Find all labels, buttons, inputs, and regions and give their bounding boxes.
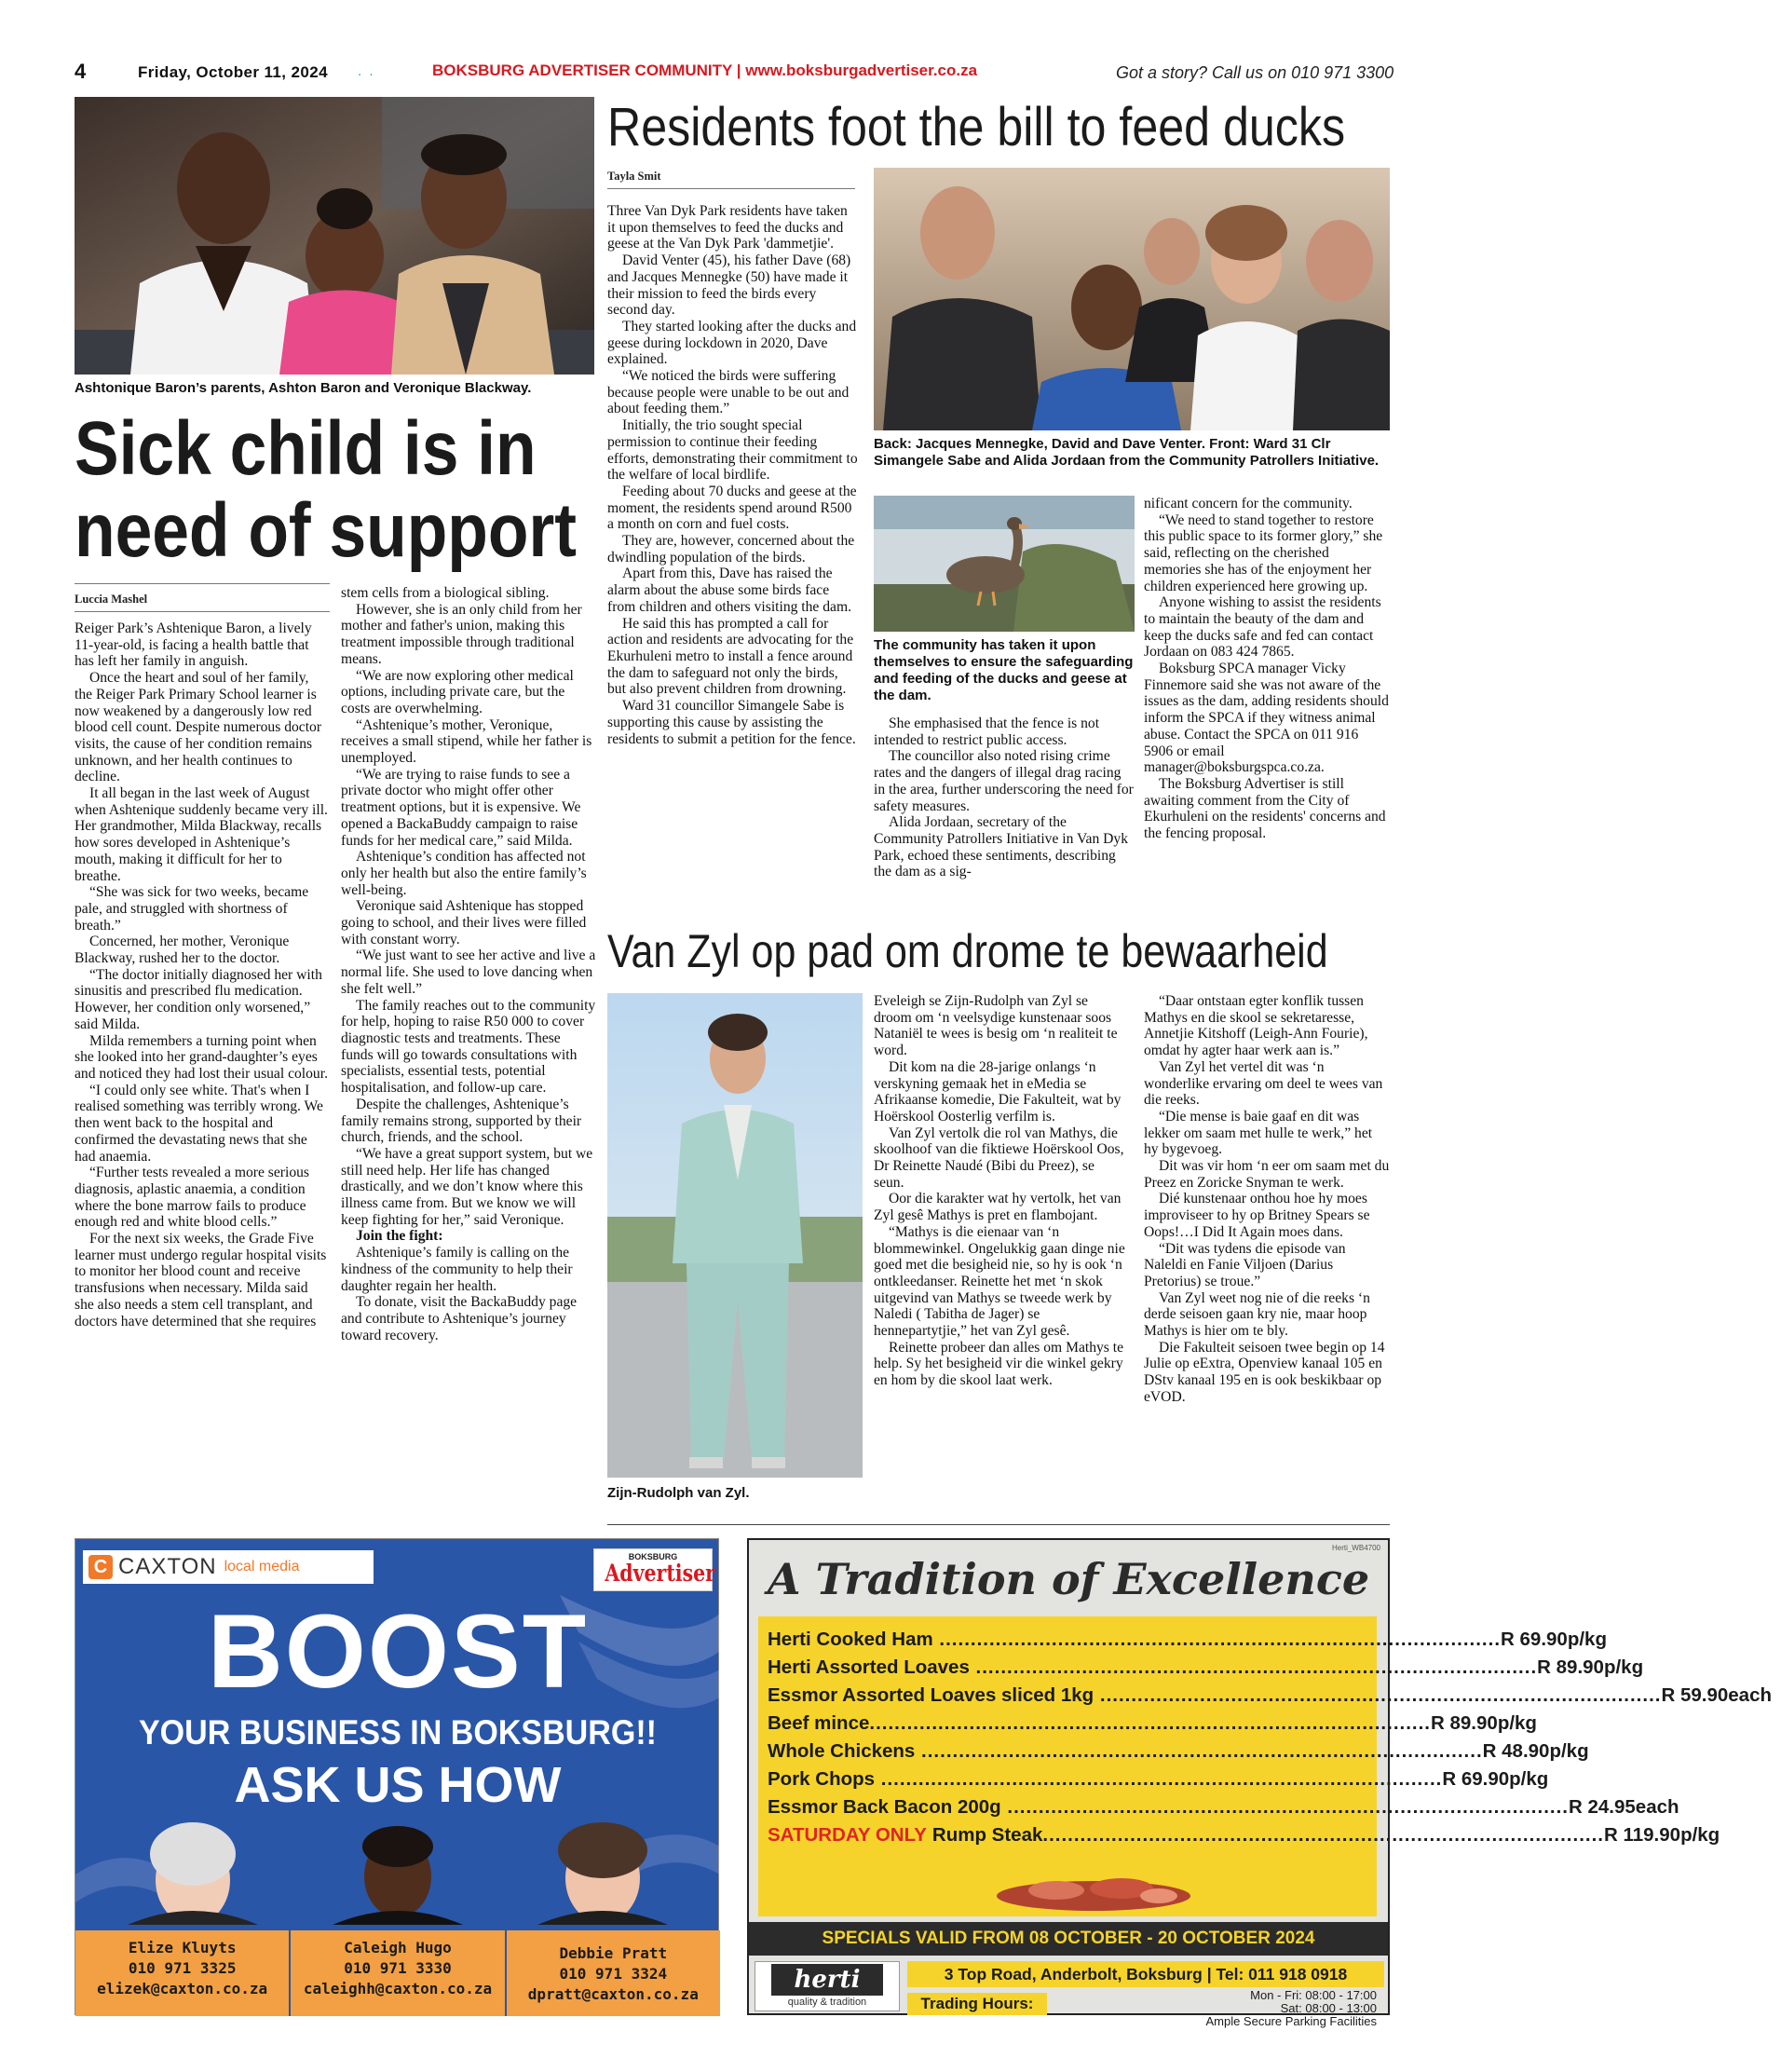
residents-photo-image: [874, 168, 1390, 430]
price-row: [768, 1738, 1589, 1765]
paragraph: Oor die karakter wat hy vertolk, het van Zyl gesê Mathys is pret en flambojant.: [874, 1191, 1122, 1224]
herti-address: 3 Top Road, Anderbolt, Boksburg | Tel: 011 918 0918: [907, 1961, 1384, 1987]
sick-child-headline-line1: Sick child is in: [75, 406, 537, 491]
paragraph: Van Zyl weet nog nie of die reeks ‘n derde seisoen gaan kry nie, maar hoop Mathys is hier om te bly.: [1144, 1289, 1370, 1340]
paragraph: Alida Jordaan, secretary of the Community Patrollers Initiative in Van Dyk Park, echoed these sentiments, describing the dam as a sig-: [874, 814, 1129, 880]
paragraph: Anyone wishing to assist the residents to maintain the beauty of the dam and keep the ducks safe and fed can contact Jordaan on 083 424 7865.: [1144, 594, 1381, 661]
item-price: R 69.90: [1501, 1629, 1568, 1650]
vanzyl-column-1: [874, 993, 1125, 1389]
ducks-column-2: [874, 716, 1135, 880]
paragraph: Van Zyl het vertel dit was ‘n wonderlike ervaring om deel te wees van die reeks.: [1144, 1058, 1383, 1109]
leader-dots: ..........................................................................................: [915, 1740, 1483, 1762]
contact-name: Elize Kluyts: [128, 1939, 237, 1956]
herti-logo-mark: herti: [771, 1964, 883, 1996]
ducks-column-3: [1144, 496, 1390, 842]
contact-email[interactable]: dpratt@caxton.co.za: [527, 1985, 699, 2003]
item-unit: p/kg: [1603, 1656, 1644, 1678]
ad-reference: Herti_WB4700: [1331, 1544, 1380, 1552]
contact-phone[interactable]: 010 971 3330: [344, 1959, 452, 1977]
specials-valid-banner: SPECIALS VALID FROM 08 OCTOBER - 20 OCTOBER 2024: [749, 1922, 1388, 1956]
paragraph: Reiger Park’s Ashtenique Baron, a lively 11-year-old, is facing a health battle that has left her family in anguish.: [75, 620, 312, 670]
sick-child-headline-line2: need of support: [75, 488, 577, 573]
leader-dots: ..........................................................................................: [1000, 1796, 1569, 1818]
paragraph: “The doctor initially diagnosed her with sinusitis and prescribed flu medication. However, her condition only worsened,” said Milda.: [75, 966, 322, 1032]
vanzyl-photo: [607, 993, 863, 1478]
leader-dots: ..........................................................................................: [969, 1656, 1538, 1678]
contact-card: [75, 1930, 289, 2016]
item-name: Rump Steak: [931, 1824, 1043, 1846]
paragraph: Dit kom na die 28-jarige onlangs ‘n verskyning gemaak het in eMedia se Afrikaanse komedie, Die Fakulteit, wat by Hoërskool Oosterlig verfilm is.: [874, 1058, 1122, 1125]
trading-hours-label: Trading Hours:: [907, 1993, 1047, 2015]
item-price: R 89.90: [1537, 1656, 1604, 1678]
paragraph: For the next six weeks, the Grade Five learner must undergo regular hospital visits to monitor her blood count and receive transfusions when necessary. Milda said she also needs a stem cell transplant, and doctors have determined that she requires: [75, 1231, 327, 1329]
herti-tagline: quality & tradition: [787, 1997, 867, 2008]
item-price: R 69.90: [1442, 1768, 1510, 1790]
paragraph: However, she is an only child from her mother and father's union, making this treatment impossible through traditional means.: [341, 601, 582, 667]
leader-dots: ..........................................................................................: [1094, 1684, 1662, 1706]
herti-logo: [755, 1961, 900, 2011]
item-unit: p/kg: [1680, 1824, 1720, 1846]
paragraph: “Further tests revealed a more serious diagnosis, aplastic anaemia, a condition where the bone marrow fails to produce enough red and white blood cells.”: [75, 1165, 309, 1231]
paragraph: “Die mense is baie gaaf en dit was lekker om saam met hulle te werk,” het hy bygevoeg.: [1144, 1108, 1373, 1158]
paragraph: “Dit was tydens die episode van Naleldi en Fanie Viljoen (Darius Pretorius) se troue.”: [1144, 1240, 1346, 1289]
contact-card: [507, 1930, 720, 2016]
leader-dots: ..........................................................................................: [875, 1768, 1443, 1790]
item-unit: p/kg: [1567, 1629, 1607, 1650]
paragraph: Ashtenique’s condition has affected not only her health but also the entire family’s well-being.: [341, 849, 587, 898]
paragraph: “Mathys is die eienaar van ‘n blommewinkel. Ongelukkig gaan dinge nie goed met die besigheid nie, so hy is ook ‘n ontkleedanser. Reinette het met ‘n skok uitgevind van Mathys se tweede werk by Naledi ( Tabitha de Jager) se hennepartytjie,” het van Zyl gesê.: [874, 1223, 1125, 1340]
paragraph: “We need to stand together to restore this public space to its former glory,” she said, reflecting on the cherished memories she has of the enjoyment her children experienced here growing up.: [1144, 511, 1383, 594]
boost-headline: BOOST: [207, 1593, 589, 1710]
paragraph: “Ashtenique’s mother, Veronique, receives a small stipend, while her father is unemployed.: [341, 716, 592, 767]
contact-name: Caleigh Hugo: [344, 1939, 452, 1956]
leader-dots: ..........................................................................................: [869, 1712, 1431, 1734]
ducks-byline: Tayla Smit: [607, 170, 661, 183]
paragraph: “We are now exploring other medical options, including private care, but the costs are overwhelming.: [341, 667, 574, 716]
residents-photo-caption: Back: Jacques Mennegke, David and Dave Venter. Front: Ward 31 Clr Simangele Sabe and Alida Jordaan from the Community Patrollers Initiative.: [874, 436, 1380, 469]
paragraph: David Venter (45), his father Dave (68) and Jacques Mennegke (50) have made it their mission to feed the birds every second day.: [607, 252, 851, 319]
paragraph: Apart from this, Dave has raised the alarm about the abuse some birds face from children and others visiting the dam.: [607, 566, 852, 615]
debbie-portrait: [519, 1822, 687, 1925]
item-name: Essmor Back Bacon 200g: [768, 1796, 1001, 1818]
item-unit: p/kg: [1509, 1768, 1549, 1790]
price-row: [768, 1793, 1679, 1821]
family-photo-caption: Ashtonique Baron’s parents, Ashton Baron and Veronique Blackway.: [75, 380, 532, 396]
contact-phone[interactable]: 010 971 3325: [128, 1959, 237, 1977]
story-line: Got a story? Call us on 010 971 3300: [1116, 63, 1394, 82]
header-dots: . .: [358, 63, 375, 79]
item-name: Herti Cooked Ham: [768, 1629, 933, 1650]
boost-ask-us: ASK US HOW: [234, 1757, 562, 1813]
caxton-c-icon: C: [88, 1555, 113, 1579]
meat-platter-image: [991, 1868, 1196, 1915]
elize-portrait: [109, 1822, 277, 1925]
paragraph: Veronique said Ashtenique has stopped going to school, and their lives were filled with constant worry.: [341, 898, 587, 947]
vanzyl-headline: Van Zyl op pad om drome te bewaarheid: [607, 925, 1328, 977]
sick-child-byline: Luccia Mashel: [75, 593, 148, 606]
paragraph: The Boksburg Advertiser is still awaiting comment from the City of Ekurhuleni on the residents' concerns and the fencing proposal.: [1144, 775, 1386, 842]
paragraph: Die Fakulteit seisoen twee begin op 14 Julie op eExtra, Openview kanaal 105 en DStv kanaal 195 en is ook beskikbaar op eVOD.: [1144, 1339, 1385, 1405]
advertiser-logo-big: Advertiser: [605, 1560, 715, 1587]
contact-name: Debbie Pratt: [559, 1944, 668, 1962]
price-row: [768, 1765, 1549, 1793]
item-name: Essmor Assorted Loaves sliced 1kg: [768, 1684, 1094, 1706]
contacts-strip: [75, 1930, 720, 2016]
paragraph: Milda remembers a turning point when she looked into her grand-daughter’s eyes and noticed they had lost their usual colour.: [75, 1032, 328, 1082]
paragraph: They are, however, concerned about the dwindling population of the birds.: [607, 533, 855, 566]
section-rule: [607, 1524, 1390, 1525]
goose-photo: [874, 496, 1135, 632]
paragraph: Despite the challenges, Ashtenique’s family remains strong, supported by their church, friends, and the school.: [341, 1096, 582, 1146]
hours-weekday: Mon - Fri: 08:00 - 17:00: [1250, 1988, 1377, 2002]
paragraph: stem cells from a biological sibling.: [341, 585, 550, 601]
paragraph: “I could only see white. That's when I realised something was terribly wrong. We then went back to the hospital and confirmed the devastating news that she had anaemia.: [75, 1082, 323, 1165]
paragraph: Once the heart and soul of her family, the Reiger Park Primary School learner is now weakened by a dangerously low red blood cell count. Despite numerous doctor visits, the cause of her condition remains unknown, and her health continues to decline.: [75, 670, 322, 785]
residents-photo: [874, 168, 1390, 430]
herti-title: A Tradition of Excellence: [767, 1554, 1370, 1604]
paragraph: Ward 31 councillor Simangele Sabe is supporting this cause by assisting the residents to submit a petition for the fence.: [607, 698, 856, 747]
item-unit: p/kg: [1497, 1712, 1537, 1734]
paragraph: She emphasised that the fence is not intended to restrict public access.: [874, 716, 1100, 748]
paragraph: “We have a great support system, but we still need help. Her life has changed drastically, and we don’t know where this illness came from. But we know we will keep fighting for her,” said Veronique.: [341, 1145, 593, 1228]
hours-saturday: Sat: 08:00 - 13:00: [1280, 2001, 1377, 2015]
paragraph: Eveleigh se Zijn-Rudolph van Zyl se droom om ‘n veelsydige kunstenaar soos Nataniël te wees is besig om ‘n realiteit te word.: [874, 993, 1118, 1059]
price-row: [768, 1654, 1644, 1682]
special-prefix: SATURDAY ONLY: [768, 1824, 927, 1846]
item-price: R 24.95: [1568, 1796, 1636, 1818]
ducks-headline: Residents foot the bill to feed ducks: [607, 97, 1346, 157]
paragraph: Boksburg SPCA manager Vicky Finnemore said she was not aware of the issues as the dam, adding residents should inform the SPCA if they witness animal abuse. Contact the SPCA on 011 916 5906 or email manager@boksburgspca.co.za.: [1144, 661, 1389, 776]
vanzyl-column-2: [1144, 993, 1390, 1406]
contact-email[interactable]: elizek@caxton.co.za: [97, 1980, 268, 1997]
item-name: Whole Chickens: [768, 1740, 916, 1762]
vanzyl-photo-caption: Zijn-Rudolph van Zyl.: [607, 1485, 750, 1501]
paragraph: They started looking after the ducks and geese during lockdown in 2020, Dave explained.: [607, 318, 857, 368]
ducks-column-1: [607, 203, 859, 747]
paragraph: “We noticed the birds were suffering because people were unable to be out and about feeding them.”: [607, 368, 850, 417]
paragraph: “She was sick for two weeks, became pale, and struggled with shortness of breath.”: [75, 884, 309, 934]
price-row: [768, 1710, 1537, 1738]
item-name: Herti Assorted Loaves: [768, 1656, 970, 1678]
paragraph: Initially, the trio sought special permission to continue their feeding efforts, demonstrating their commitment to the welfare of local birdlife.: [607, 417, 858, 484]
family-photo: [75, 97, 594, 375]
item-unit: each: [1728, 1684, 1773, 1706]
vanzyl-photo-image: [607, 993, 863, 1478]
contact-card: [291, 1930, 504, 2016]
advertiser-logo-small: BOKSBURG: [628, 1552, 678, 1561]
advertiser-logo: [593, 1548, 713, 1591]
paragraph: “Daar ontstaan egter konflik tussen Mathys en die skool se sekretaresse, Annetjie Kitshoff (Leigh-Ann Fourie), omdat hy agter haar werk aan is.”: [1144, 993, 1368, 1059]
caxton-brand-sub: local media: [224, 1559, 300, 1574]
paragraph: Ashtenique’s family is calling on the kindness of the community to help their daughter regain her health.: [341, 1245, 573, 1294]
paragraph: Van Zyl vertolk die rol van Mathys, die skoolhoof van die fiktiewe Hoërskool Oos, Dr Reinette Naudé (Bibi du Preez), se seun.: [874, 1125, 1124, 1191]
paragraph: “We just want to see her active and live a normal life. She used to love dancing when she felt well.”: [341, 947, 596, 997]
boost-subheadline: YOUR BUSINESS IN BOKSBURG!!: [138, 1713, 658, 1752]
paragraph: Reinette probeer dan alles om Mathys te help. Sy het besigheid vir die winkel gekry en hom by die skool laat werk.: [874, 1339, 1124, 1389]
paragraph: Dit was vir hom ‘n eer om saam met du Preez en Zoricke Snyman te werk.: [1144, 1158, 1390, 1191]
paper-name: BOKSBURG ADVERTISER COMMUNITY | www.boksburgadvertiser.co.za: [432, 61, 978, 79]
item-price: R 48.90: [1482, 1740, 1550, 1762]
goose-photo-image: [874, 496, 1135, 632]
paragraph: Dié kunstenaar onthou hoe hy moes improviseer to hy op Britney Spears se Oops!…I Did It Again moes dans.: [1144, 1191, 1370, 1240]
parking-note: Ample Secure Parking Facilities: [1205, 2014, 1377, 2028]
price-list: [758, 1616, 1773, 1916]
paragraph: Concerned, her mother, Veronique Blackway, rushed her to the doctor.: [75, 934, 290, 967]
contact-phone[interactable]: 010 971 3324: [559, 1965, 668, 1983]
trading-hours: [1056, 1989, 1384, 2028]
item-price: R 59.90: [1661, 1684, 1729, 1706]
paragraph: The family reaches out to the community for help, hoping to raise R50 000 to cover diagnostic tests and treatments. These funds will go towards consultations with specialists, essential tests, potential hospitalisation, and follow-up care.: [341, 997, 596, 1097]
boost-advert[interactable]: [75, 1538, 719, 2015]
leader-dots: ..........................................................................................: [1042, 1824, 1604, 1846]
item-unit: each: [1635, 1796, 1679, 1818]
item-name: Pork Chops: [768, 1768, 876, 1790]
caxton-logo: [83, 1550, 374, 1584]
paragraph: It all began in the last week of August when Ashtenique suddenly became very ill. Her grandmother, Milda Blackway, recalls how sores developed in Ashtenique’s mouth, making it difficult for her to breathe.: [75, 785, 328, 884]
caleigh-portrait: [314, 1822, 482, 1925]
item-name: Beef mince: [768, 1712, 870, 1734]
item-unit: p/kg: [1549, 1740, 1589, 1762]
caxton-brand: CAXTON: [118, 1554, 217, 1579]
price-row-special: [768, 1821, 1720, 1849]
paragraph: He said this has prompted a call for action and residents are advocating for the Ekurhuleni metro to install a fence around the dam to safeguard not only the birds, but also prevent children from drowning.: [607, 615, 854, 698]
page-number: 4: [75, 60, 87, 83]
paragraph: Three Van Dyk Park residents have taken it upon themselves to feed the ducks and geese at the Van Dyk Park 'dammetjie'.: [607, 203, 848, 252]
price-row: [768, 1682, 1773, 1710]
sick-child-column-2: [341, 585, 596, 1343]
leader-dots: ..........................................................................................: [932, 1629, 1502, 1650]
byline-rule: [75, 583, 330, 584]
paragraph: nificant concern for the community.: [1144, 496, 1353, 511]
contact-email[interactable]: caleighh@caxton.co.za: [303, 1980, 493, 1997]
herti-advert[interactable]: [747, 1538, 1773, 2028]
subhead: Join the fight:: [356, 1228, 443, 1245]
paragraph: The councillor also noted rising crime rates and the dangers of illegal drag racing in the area, further underscoring the need for safety measures.: [874, 748, 1134, 814]
paragraph: To donate, visit the BackaBuddy page and contribute to Ashtenique’s journey toward recovery.: [341, 1294, 578, 1343]
paragraph: “We are trying to raise funds to see a private doctor who might offer other treatment options, but it is expensive. We opened a BackaBuddy campaign to raise funds for her medical care,” said Milda.: [341, 766, 581, 849]
item-price: R 89.90: [1431, 1712, 1498, 1734]
goose-photo-caption: The community has taken it upon themselves to ensure the safeguarding and feeding of the ducks and geese at the dam.: [874, 637, 1134, 703]
sick-child-column-1: [75, 620, 330, 1329]
byline-rule: [607, 188, 855, 189]
price-row: [768, 1626, 1607, 1654]
family-photo-image: [75, 97, 594, 375]
byline-rule: [75, 611, 330, 612]
paragraph: Feeding about 70 ducks and geese at the moment, the residents spend around R500 a month on corn and fuel costs.: [607, 483, 857, 533]
issue-date: Friday, October 11, 2024: [138, 63, 328, 81]
item-price: R 119.90: [1603, 1824, 1681, 1846]
